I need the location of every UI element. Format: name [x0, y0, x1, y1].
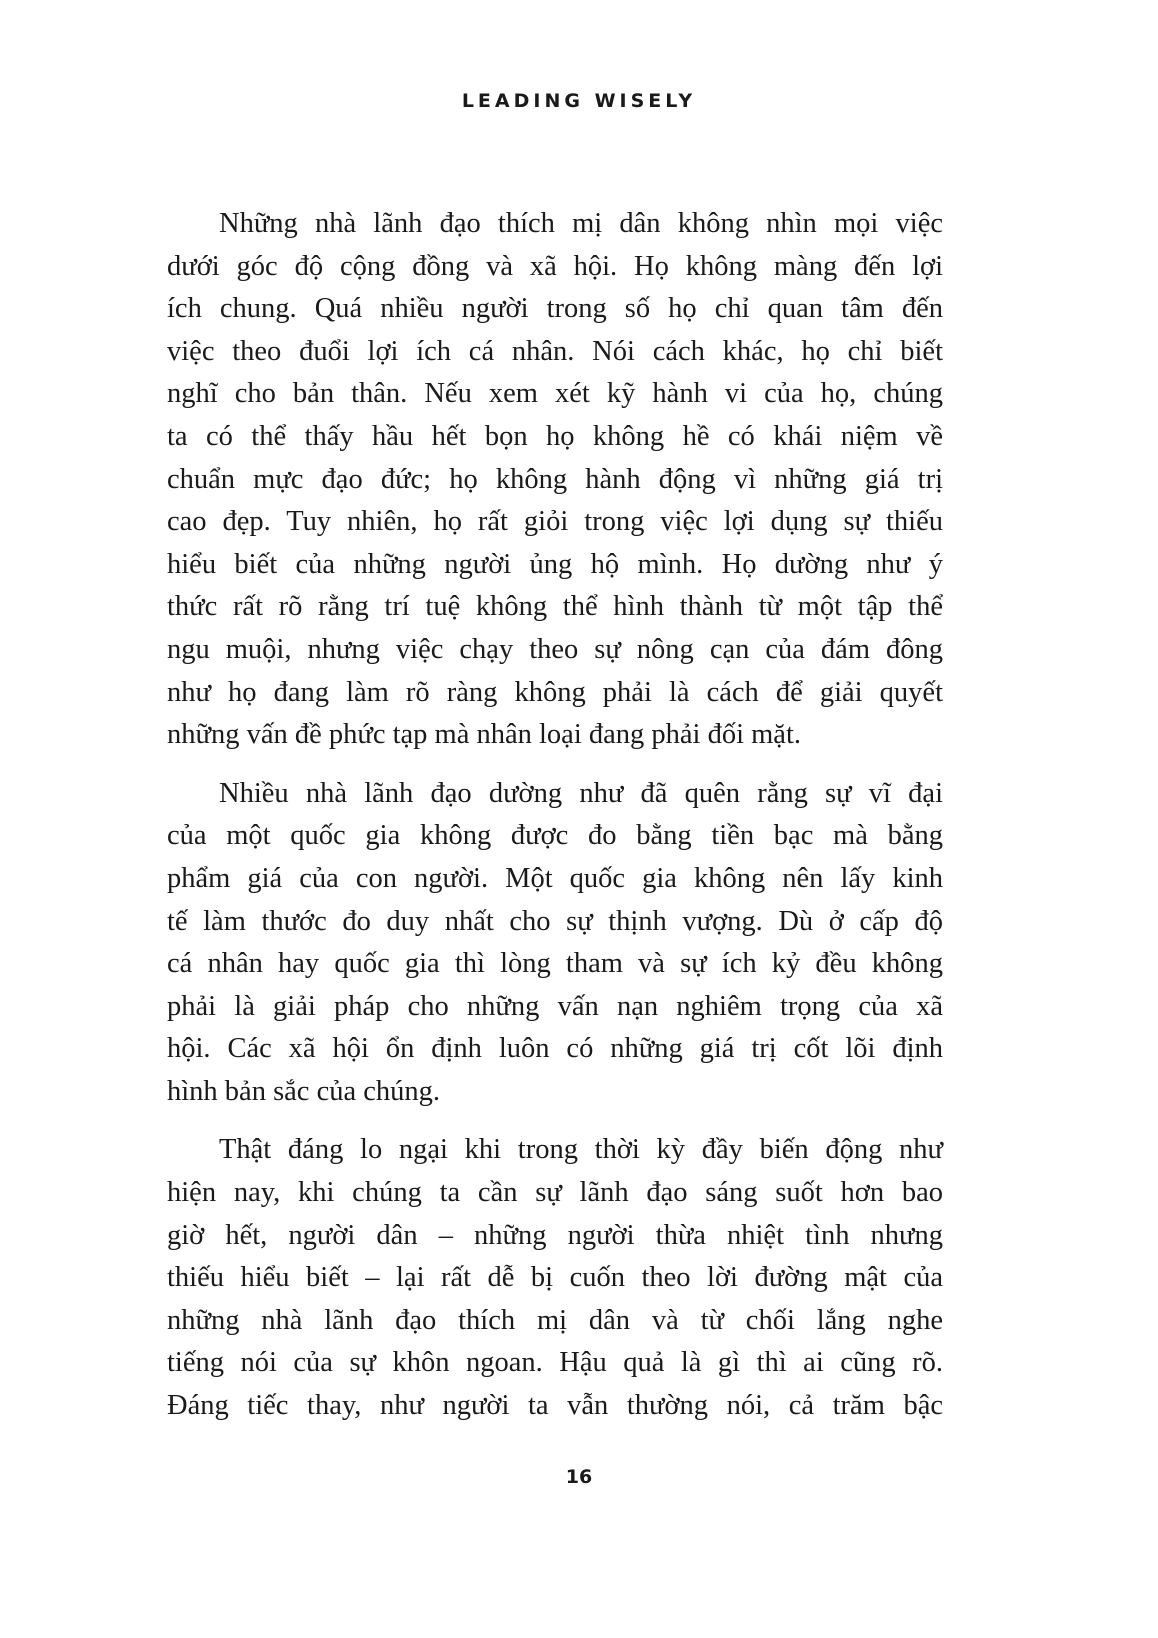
text-line: Đáng tiếc thay, như người ta vẫn thường nói, cả trăm bậc: [167, 1390, 943, 1422]
text-line: hiểu biết của những người ủng hộ mình. Họ dường như ý: [167, 548, 943, 580]
text-line: nghĩ cho bản thân. Nếu xem xét kỹ hành vi của họ, chúng: [167, 378, 943, 410]
text-line: Thật đáng lo ngại khi trong thời kỳ đầy biến động như: [219, 1134, 943, 1166]
text-line: của một quốc gia không được đo bằng tiền bạc mà bằng: [167, 820, 943, 852]
text-line: tế làm thước đo duy nhất cho sự thịnh vượng. Dù ở cấp độ: [167, 905, 943, 937]
body-text: [167, 203, 943, 1444]
text-line: việc theo đuổi lợi ích cá nhân. Nói cách khác, họ chỉ biết: [167, 335, 943, 367]
text-line: cao đẹp. Tuy nhiên, họ rất giỏi trong việc lợi dụng sự thiếu: [167, 506, 943, 538]
text-line: phẩm giá của con người. Một quốc gia không nên lấy kinh: [167, 862, 943, 894]
text-line: hiện nay, khi chúng ta cần sự lãnh đạo sáng suốt hơn bao: [167, 1177, 943, 1209]
text-line: Những nhà lãnh đạo thích mị dân không nhìn mọi việc: [219, 208, 943, 239]
paragraph: [167, 203, 943, 757]
running-header: LEADING WISELY: [461, 90, 697, 112]
text-line: như họ đang làm rõ ràng không phải là cách để giải quyết: [167, 676, 943, 708]
text-line: những vấn đề phức tạp mà nhân loại đang phải đối mặt.: [167, 719, 801, 751]
text-line: ta có thể thấy hầu hết bọn họ không hề có khái niệm về: [167, 420, 943, 452]
text-line: thiếu hiểu biết – lại rất dễ bị cuốn theo lời đường mật của: [167, 1262, 943, 1294]
text-line: hội. Các xã hội ổn định luôn có những giá trị cốt lõi định: [167, 1033, 943, 1065]
text-line: thức rất rõ rằng trí tuệ không thể hình thành từ một tập thể: [167, 591, 943, 623]
text-line: những nhà lãnh đạo thích mị dân và từ chối lắng nghe: [167, 1304, 943, 1336]
text-line: dưới góc độ cộng đồng và xã hội. Họ không màng đến lợi: [167, 250, 943, 282]
text-line: cá nhân hay quốc gia thì lòng tham và sự ích kỷ đều không: [167, 948, 943, 980]
text-line: ngu muội, nhưng việc chạy theo sự nông cạn của đám đông: [167, 633, 943, 665]
page-number: 16: [565, 1466, 593, 1488]
paragraph: [167, 1129, 943, 1427]
text-line: giờ hết, người dân – những người thừa nhiệt tình nhưng: [167, 1219, 943, 1251]
text-line: hình bản sắc của chúng.: [167, 1075, 441, 1107]
text-line: tiếng nói của sự khôn ngoan. Hậu quả là gì thì ai cũng rõ.: [167, 1347, 943, 1379]
text-line: chuẩn mực đạo đức; họ không hành động vì những giá trị: [167, 463, 943, 495]
text-line: phải là giải pháp cho những vấn nạn nghiêm trọng của xã: [167, 990, 943, 1022]
text-line: ích chung. Quá nhiều người trong số họ chỉ quan tâm đến: [167, 293, 943, 325]
text-line: Nhiều nhà lãnh đạo dường như đã quên rằng sự vĩ đại: [219, 777, 943, 809]
paragraph: [167, 773, 943, 1114]
